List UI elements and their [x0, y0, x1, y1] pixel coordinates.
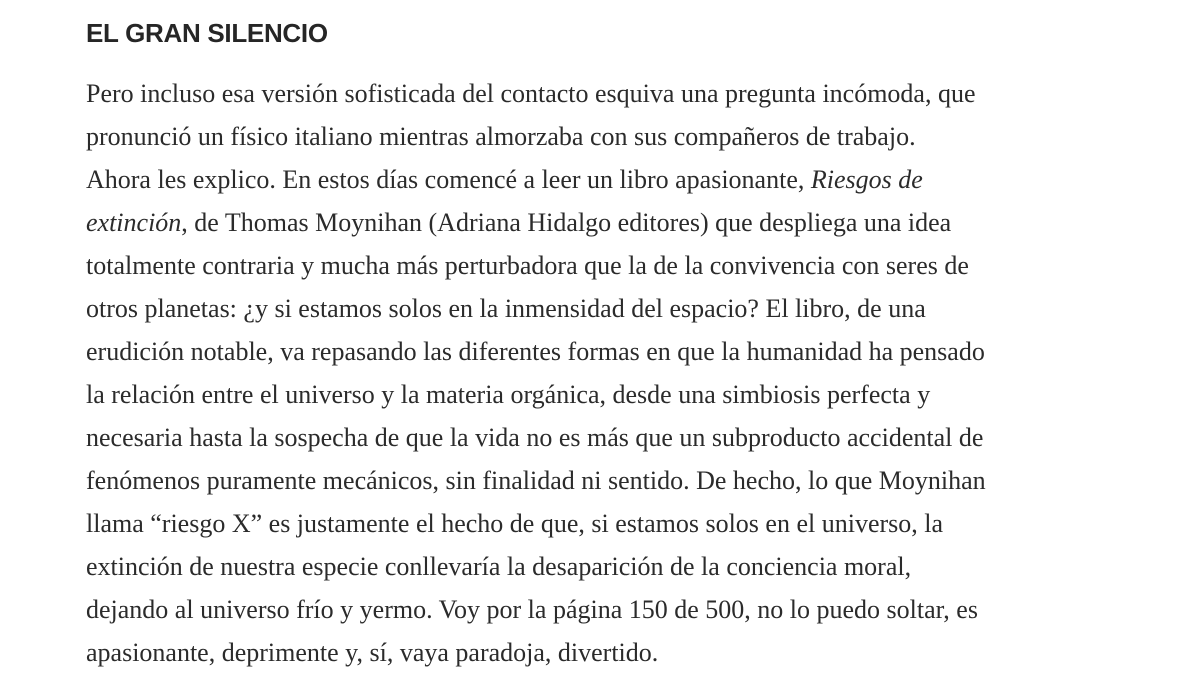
- line-text: , de Thomas Moynihan (Adriana Hidalgo editores) que despliega una idea: [181, 208, 952, 237]
- paragraph-line: [86, 330, 1176, 373]
- line-text: necesaria hasta la sospecha de que la vida no es más que un subproducto accidental de: [86, 423, 984, 452]
- paragraph-line: [86, 201, 1176, 244]
- book-title-italic: Riesgos de: [810, 165, 923, 194]
- line-text: fenómenos puramente mecánicos, sin finalidad ni sentido. De hecho, lo que Moynihan: [86, 466, 986, 495]
- paragraph-line: [86, 502, 1176, 545]
- line-text: erudición notable, va repasando las diferentes formas en que la humanidad ha pensado: [86, 337, 985, 366]
- paragraph-line: [86, 373, 1176, 416]
- paragraph-line: [86, 287, 1176, 330]
- article-heading: EL GRAN SILENCIO: [86, 18, 328, 48]
- line-text: extinción de nuestra especie conllevaría la desaparición de la conciencia moral,: [86, 552, 912, 581]
- line-text: otros planetas: ¿y si estamos solos en la inmensidad del espacio? El libro, de una: [86, 294, 926, 323]
- line-text: dejando al universo frío y yermo. Voy por la página 150 de 500, no lo puedo soltar, es: [86, 595, 978, 624]
- line-text: la relación entre el universo y la materia orgánica, desde una simbiosis perfecta y: [86, 380, 931, 409]
- paragraph-line: [86, 115, 1176, 158]
- paragraph-line: [86, 459, 1176, 502]
- article-paragraph: [86, 72, 1176, 674]
- line-text: totalmente contraria y mucha más perturbadora que la de la convivencia con seres de: [86, 251, 969, 280]
- paragraph-line: [86, 158, 1176, 201]
- line-text: apasionante, deprimente y, sí, vaya paradoja, divertido.: [86, 638, 659, 667]
- article: [86, 14, 1176, 674]
- paragraph-line: [86, 588, 1176, 631]
- line-text: llama “riesgo X” es justamente el hecho de que, si estamos solos en el universo, la: [86, 509, 944, 538]
- line-text: pronunció un físico italiano mientras almorzaba con sus compañeros de trabajo.: [86, 122, 916, 151]
- paragraph-line: [86, 631, 1176, 674]
- paragraph-line: [86, 416, 1176, 459]
- line-text: Ahora les explico. En estos días comencé a leer un libro apasionante,: [86, 165, 811, 194]
- book-title-italic: extinción: [86, 208, 182, 237]
- paragraph-line: [86, 545, 1176, 588]
- line-text: Pero incluso esa versión sofisticada del contacto esquiva una pregunta incómoda, que: [86, 79, 976, 108]
- paragraph-line: [86, 244, 1176, 287]
- paragraph-line: [86, 72, 1176, 115]
